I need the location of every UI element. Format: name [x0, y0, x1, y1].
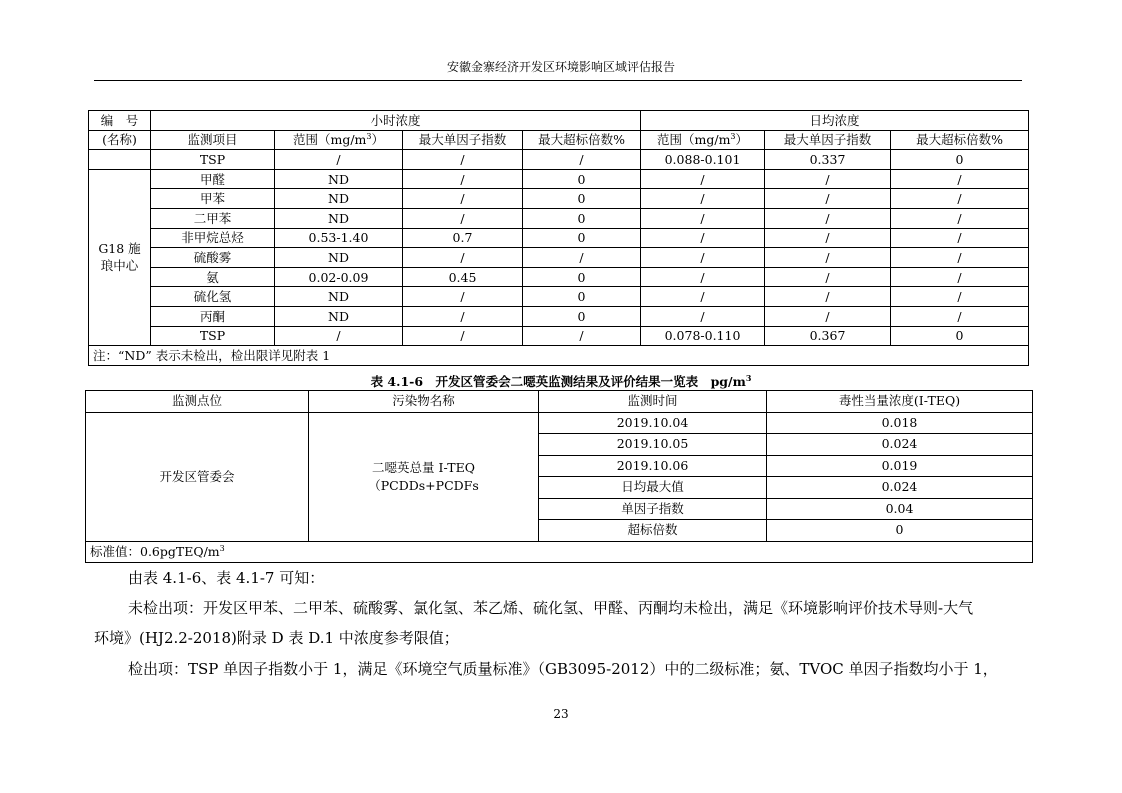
table-cell: 0.018: [767, 412, 1033, 434]
table-cell: /: [403, 150, 523, 170]
table-cell: 0.078-0.110: [641, 326, 765, 346]
site-cell: 开发区管委会: [86, 412, 309, 541]
body-paragraph-undetected-line2: 环境》(HJ2.2-2018)附录 D 表 D.1 中浓度参考限值；: [94, 629, 459, 647]
table-cell: /: [641, 208, 765, 228]
table-cell: /: [403, 189, 523, 209]
table-cell: /: [275, 326, 403, 346]
table-cell: 0: [891, 150, 1029, 170]
table-cell: /: [891, 287, 1029, 307]
table-cell: 0.024: [767, 434, 1033, 456]
table-cell: 二甲苯: [151, 208, 275, 228]
table-row: [89, 287, 1029, 307]
table-cell: 0.088-0.101: [641, 150, 765, 170]
table-cell: 0: [523, 208, 641, 228]
table-cell: /: [765, 228, 891, 248]
table-row: [89, 208, 1029, 228]
id-header: 编 号: [89, 111, 151, 131]
table-cell: 2019.10.05: [539, 434, 767, 456]
table-cell: 超标倍数: [539, 520, 767, 542]
body-paragraph-intro: 由表 4.1-6、表 4.1-7 可知：: [128, 569, 325, 587]
pollutant-cell: 二噁英总量 I-TEQ （PCDDs+PCDFs: [309, 412, 539, 541]
table-cell: ND: [275, 189, 403, 209]
body-paragraph-undetected-line1: 未检出项：开发区甲苯、二甲苯、硫酸雾、氯化氢、苯乙烯、硫化氢、甲醛、丙酮均未检出，满足《环境影响评价技术导则-大气: [128, 599, 974, 617]
table-caption: 表 4.1-6 开发区管委会二噁英监测结果及评价结果一览表 $pg/m^3$: [370, 372, 752, 389]
table-row: [89, 150, 1029, 170]
item-header: 监测项目: [151, 130, 275, 150]
table-row: [89, 306, 1029, 326]
pollutant-header: 污染物名称: [309, 391, 539, 413]
table-cell: 单因子指数: [539, 498, 767, 520]
table-cell: /: [765, 306, 891, 326]
table-cell: /: [641, 306, 765, 326]
site-header: 监测点位: [86, 391, 309, 413]
table-cell: 0.367: [765, 326, 891, 346]
table-note-row: [86, 541, 1033, 563]
table-cell: /: [891, 208, 1029, 228]
table-cell: 0: [523, 267, 641, 287]
table-cell: /: [523, 326, 641, 346]
monitoring-results-table: [88, 110, 1029, 366]
table-cell: 甲苯: [151, 189, 275, 209]
table-row: [86, 412, 1033, 434]
table-cell: /: [403, 287, 523, 307]
daily-concentration-header: 日均浓度: [641, 111, 1029, 131]
table-cell: /: [403, 169, 523, 189]
table-cell: 0: [891, 326, 1029, 346]
table-cell: 硫化氢: [151, 287, 275, 307]
standard-value-note: 标准值：$0.6pgTEQ/m^3$: [86, 541, 1033, 563]
table-cell: 0: [523, 287, 641, 307]
table-cell: 氨: [151, 267, 275, 287]
table-cell: 0: [767, 520, 1033, 542]
table-cell: 0.019: [767, 455, 1033, 477]
table-cell: 0: [523, 306, 641, 326]
table-cell: /: [891, 189, 1029, 209]
report-header-title: 安徽金寨经济开发区环境影响区域评估报告: [446, 60, 675, 74]
table-cell: 0.024: [767, 477, 1033, 499]
table-cell: ND: [275, 306, 403, 326]
table-cell: /: [641, 287, 765, 307]
table-cell: /: [891, 248, 1029, 268]
hourly-max-index-header: 最大单因子指数: [403, 130, 523, 150]
table-cell: 0.02-0.09: [275, 267, 403, 287]
table-header-row: [89, 111, 1029, 131]
table-cell: /: [891, 169, 1029, 189]
table-cell: 0.53-1.40: [275, 228, 403, 248]
table-cell: 0.7: [403, 228, 523, 248]
site-name-cell: G18 施 琅中心: [89, 169, 151, 345]
table-cell: ND: [275, 169, 403, 189]
table-cell: 丙酮: [151, 306, 275, 326]
table-note-row: [89, 346, 1029, 366]
hourly-range-header: 范围$(mg/m^3)$: [275, 130, 403, 150]
table-cell: /: [641, 248, 765, 268]
table-cell: /: [765, 169, 891, 189]
table-cell: /: [523, 150, 641, 170]
table-cell: /: [523, 248, 641, 268]
table-cell: 2019.10.06: [539, 455, 767, 477]
table-cell: /: [765, 208, 891, 228]
table-cell: ND: [275, 287, 403, 307]
table-cell: /: [765, 267, 891, 287]
time-header: 监测时间: [539, 391, 767, 413]
table-cell: TSP: [151, 326, 275, 346]
daily-max-index-header: 最大单因子指数: [765, 130, 891, 150]
table-row: [89, 248, 1029, 268]
table-row: [89, 267, 1029, 287]
table-row: [89, 189, 1029, 209]
table-cell: /: [891, 228, 1029, 248]
table-cell: /: [641, 267, 765, 287]
body-paragraph-detected: 检出项：TSP 单因子指数小于 1，满足《环境空气质量标准》（GB3095-2012）中的二级标准；氨、TVOC 单因子指数均小于 1，: [128, 660, 998, 678]
table-cell: [89, 150, 151, 170]
page-number: 23: [553, 707, 569, 721]
table-cell: 0: [523, 189, 641, 209]
table-cell: ND: [275, 208, 403, 228]
table-cell: 0.04: [767, 498, 1033, 520]
table-cell: 0.337: [765, 150, 891, 170]
table-cell: 0: [523, 169, 641, 189]
table-cell: /: [403, 306, 523, 326]
table-subheader-row: [89, 130, 1029, 150]
table-cell: 0: [523, 228, 641, 248]
table-cell: 甲醛: [151, 169, 275, 189]
table-cell: ND: [275, 248, 403, 268]
hourly-concentration-header: 小时浓度: [151, 111, 641, 131]
table-cell: /: [765, 248, 891, 268]
table-cell: /: [641, 189, 765, 209]
table-header-row: [86, 391, 1033, 413]
table-note: 注：“ND” 表示未检出，检出限详见附表 1: [89, 346, 1029, 366]
teq-header: 毒性当量浓度(I-TEQ): [767, 391, 1033, 413]
table-cell: /: [641, 228, 765, 248]
daily-range-header: 范围$(mg/m^3)$: [641, 130, 765, 150]
hourly-max-exceed-header: 最大超标倍数%: [523, 130, 641, 150]
table-cell: /: [403, 248, 523, 268]
table-cell: 非甲烷总烃: [151, 228, 275, 248]
table-cell: 2019.10.04: [539, 412, 767, 434]
table-row: [89, 228, 1029, 248]
dioxin-results-table: [85, 390, 1033, 563]
table-cell: /: [765, 189, 891, 209]
table-cell: 日均最大值: [539, 477, 767, 499]
table-cell: /: [403, 326, 523, 346]
header-divider: [94, 80, 1022, 81]
table-row: [89, 169, 1029, 189]
table-cell: 硫酸雾: [151, 248, 275, 268]
table-cell: 0.45: [403, 267, 523, 287]
table-cell: /: [891, 306, 1029, 326]
table-cell: /: [275, 150, 403, 170]
table-cell: /: [641, 169, 765, 189]
table-cell: /: [765, 287, 891, 307]
daily-max-exceed-header: 最大超标倍数%: [891, 130, 1029, 150]
table-cell: TSP: [151, 150, 275, 170]
table-cell: /: [403, 208, 523, 228]
name-header: (名称): [89, 130, 151, 150]
table-row: [89, 326, 1029, 346]
table-cell: /: [891, 267, 1029, 287]
